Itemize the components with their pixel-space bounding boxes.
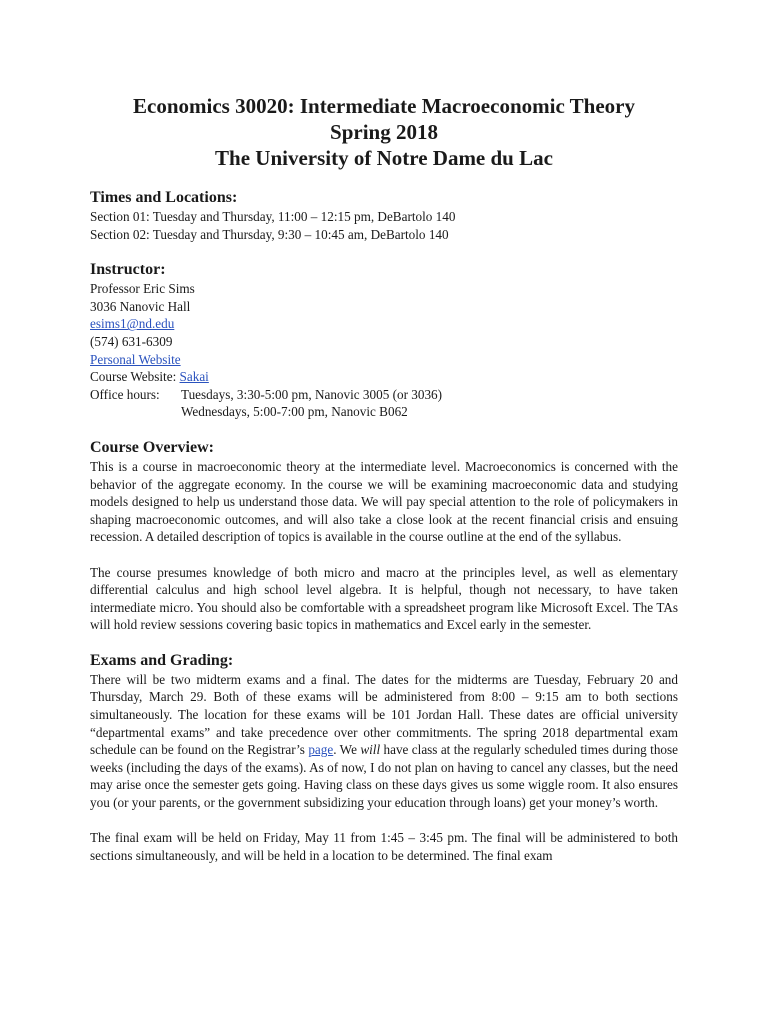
email-link[interactable]: esims1@nd.edu xyxy=(90,316,175,332)
instructor-heading: Instructor: xyxy=(90,261,166,279)
exams-section xyxy=(90,651,678,865)
university-title: The University of Notre Dame du Lac xyxy=(215,146,553,170)
office-hours xyxy=(90,386,678,421)
document-title xyxy=(90,0,678,171)
personal-website-link[interactable]: Personal Website xyxy=(90,351,181,367)
overview-heading: Course Overview: xyxy=(90,438,214,456)
instructor-section xyxy=(90,260,678,421)
exams-paragraph-2: The final exam will be held on Friday, May 11 from 1:45 – 3:45 pm. The final will be administered to both sections simultaneously, and will be held in a location to be determined. The final exam xyxy=(90,830,678,863)
exams-heading: Exams and Grading: xyxy=(90,651,234,669)
registrar-page-link[interactable]: page xyxy=(308,742,334,758)
instructor-office: 3036 Nanovic Hall xyxy=(90,298,191,314)
course-website-label: Course Website: xyxy=(90,369,180,385)
office-hours-label: Office hours: xyxy=(90,386,160,402)
section-02-line: Section 02: Tuesday and Thursday, 9:30 – 10:45 am, DeBartolo 140 xyxy=(90,226,449,242)
course-title: Economics 30020: Intermediate Macroeconomic Theory xyxy=(133,94,635,118)
times-heading: Times and Locations: xyxy=(90,189,238,206)
times-section xyxy=(90,188,678,243)
section-01-line: Section 01: Tuesday and Thursday, 11:00 – 12:15 pm, DeBartolo 140 xyxy=(90,209,456,224)
sakai-link[interactable]: Sakai xyxy=(179,369,209,385)
overview-section xyxy=(90,438,678,634)
office-hours-wednesday: Wednesdays, 5:00-7:00 pm, Nanovic B062 xyxy=(181,404,408,420)
overview-paragraph-1: This is a course in macroeconomic theory at the intermediate level. Macroeconomics is concerned with the behavior of the aggregate economy. In the course we will be examining macroeconomic data and studying models designed to help us understand those data. We will pay special attention to the role of policymakers in shaping macroeconomic outcomes, and will also take a close look at the recent financial crisis and ensuing recession. A detailed description of topics is available in the course outline at the end of the syllabus. xyxy=(90,458,678,545)
office-hours-tuesday: Tuesdays, 3:30-5:00 pm, Nanovic 3005 (or 3036) xyxy=(181,386,443,402)
exams-paragraph-1: There will be two midterm exams and a final. The dates for the midterms are Tuesday, February 20 and Thursday, March 29. Both of these exams will be administered from 8:00 – 9:15 am to both sections simultaneously. The location for these exams will be 101 Jordan Hall. These dates are official university “departmental exams” and take precedence over other commitments. The spring 2018 departmental exam schedule can be found on the Registrar’s page. We will have class at the regularly scheduled times during those weeks (including the days of the exams). As of now, I do not plan on having to cancel any classes, but the need may arise once the semester gets going. Having class on these days gives us some wiggle room. It also ensures you (or your parents, or the government subsidizing your education through loans) get your money’s worth. xyxy=(90,671,678,811)
overview-paragraph-2: The course presumes knowledge of both micro and macro at the principles level, as well as elementary differential calculus and high school level algebra. It is helpful, though not necessary, to have taken intermediate micro. You should also be comfortable with a spreadsheet program like Microsoft Excel. The TAs will hold review sessions covering basic topics in mathematics and Excel early in the semester. xyxy=(90,564,678,633)
instructor-phone: (574) 631-6309 xyxy=(90,333,173,349)
semester-title: Spring 2018 xyxy=(330,120,438,144)
instructor-name: Professor Eric Sims xyxy=(90,281,195,297)
